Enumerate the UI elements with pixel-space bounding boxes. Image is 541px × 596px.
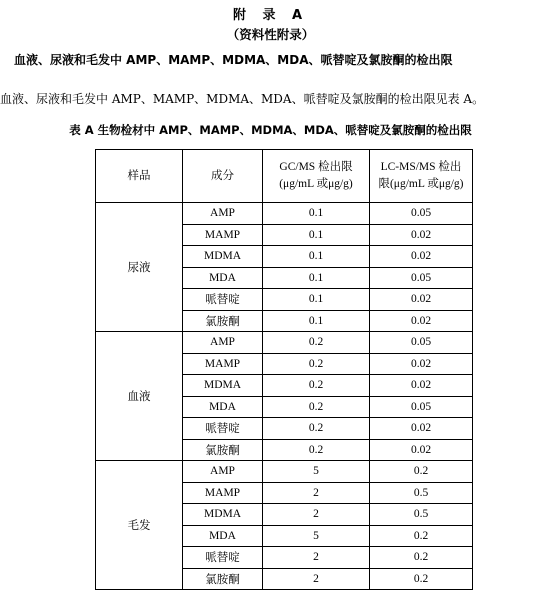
table-caption: 表 A 生物检材中 AMP、MAMP、MDMA、MDA、哌替啶及氯胺酮的检出限 — [69, 123, 472, 137]
component-cell: MDA — [183, 525, 263, 547]
lcms-limit-cell: 0.05 — [370, 396, 473, 418]
gcms-limit-cell: 0.2 — [263, 439, 370, 461]
gcms-limit-cell: 0.2 — [263, 353, 370, 375]
header-gcms-line1: GC/MS 检出限 — [279, 161, 353, 173]
component-cell: MDMA — [183, 375, 263, 397]
appendix-subtitle: （资料性附录） — [226, 27, 315, 42]
component-cell: AMP — [183, 203, 263, 225]
sample-cell: 血液 — [96, 332, 183, 461]
gcms-limit-cell: 5 — [263, 525, 370, 547]
component-cell: MDMA — [183, 504, 263, 526]
lcms-limit-cell: 0.02 — [370, 310, 473, 332]
component-cell: MAMP — [183, 353, 263, 375]
component-cell: 氯胺酮 — [183, 439, 263, 461]
gcms-limit-cell: 0.1 — [263, 267, 370, 289]
body-paragraph: 血液、尿液和毛发中 AMP、MAMP、MDMA、MDA、哌替啶及氯胺酮的检出限见表 A。 — [0, 92, 485, 106]
lcms-limit-cell: 0.5 — [370, 504, 473, 526]
header-component: 成分 — [183, 150, 263, 203]
gcms-limit-cell: 0.2 — [263, 396, 370, 418]
lcms-limit-cell: 0.05 — [370, 203, 473, 225]
table-row — [96, 461, 473, 483]
header-lcms — [370, 150, 473, 203]
table-body — [96, 203, 473, 590]
gcms-limit-cell: 0.2 — [263, 375, 370, 397]
lcms-limit-cell: 0.02 — [370, 353, 473, 375]
gcms-limit-cell: 0.1 — [263, 203, 370, 225]
gcms-limit-cell: 2 — [263, 482, 370, 504]
lcms-limit-cell: 0.02 — [370, 439, 473, 461]
component-cell: 哌替啶 — [183, 289, 263, 311]
gcms-limit-cell: 2 — [263, 568, 370, 590]
gcms-limit-cell: 0.2 — [263, 418, 370, 440]
header-lcms-line1: LC-MS/MS 检出 — [380, 161, 462, 173]
component-cell: 哌替啶 — [183, 547, 263, 569]
lcms-limit-cell: 0.2 — [370, 461, 473, 483]
component-cell: 氯胺酮 — [183, 310, 263, 332]
table-row — [96, 203, 473, 225]
lcms-limit-cell: 0.2 — [370, 568, 473, 590]
component-cell: AMP — [183, 332, 263, 354]
header-lcms-line2: 限(μg/mL 或μg/g) — [378, 178, 464, 190]
gcms-limit-cell: 5 — [263, 461, 370, 483]
lcms-limit-cell: 0.02 — [370, 224, 473, 246]
lcms-limit-cell: 0.5 — [370, 482, 473, 504]
gcms-limit-cell: 0.1 — [263, 289, 370, 311]
component-cell: MAMP — [183, 482, 263, 504]
gcms-limit-cell: 2 — [263, 547, 370, 569]
header-gcms-line2: (μg/mL 或μg/g) — [279, 178, 353, 190]
lcms-limit-cell: 0.02 — [370, 375, 473, 397]
component-cell: 哌替啶 — [183, 418, 263, 440]
appendix-title: 附 录 A — [232, 8, 309, 23]
detection-limit-table — [95, 149, 473, 590]
header-gcms — [263, 150, 370, 203]
sample-cell: 尿液 — [96, 203, 183, 332]
table-row — [96, 332, 473, 354]
component-cell: 氯胺酮 — [183, 568, 263, 590]
component-cell: MDA — [183, 267, 263, 289]
header-sample: 样品 — [96, 150, 183, 203]
gcms-limit-cell: 0.1 — [263, 224, 370, 246]
lcms-limit-cell: 0.02 — [370, 246, 473, 268]
sample-cell: 毛发 — [96, 461, 183, 590]
component-cell: MAMP — [183, 224, 263, 246]
gcms-limit-cell: 0.1 — [263, 246, 370, 268]
gcms-limit-cell: 0.1 — [263, 310, 370, 332]
lcms-limit-cell: 0.02 — [370, 289, 473, 311]
component-cell: MDA — [183, 396, 263, 418]
gcms-limit-cell: 0.2 — [263, 332, 370, 354]
section-heading: 血液、尿液和毛发中 AMP、MAMP、MDMA、MDA、哌替啶及氯胺酮的检出限 — [14, 53, 453, 67]
component-cell: AMP — [183, 461, 263, 483]
lcms-limit-cell: 0.02 — [370, 418, 473, 440]
lcms-limit-cell: 0.2 — [370, 547, 473, 569]
table-header-row — [96, 150, 473, 203]
lcms-limit-cell: 0.05 — [370, 332, 473, 354]
gcms-limit-cell: 2 — [263, 504, 370, 526]
lcms-limit-cell: 0.2 — [370, 525, 473, 547]
lcms-limit-cell: 0.05 — [370, 267, 473, 289]
component-cell: MDMA — [183, 246, 263, 268]
